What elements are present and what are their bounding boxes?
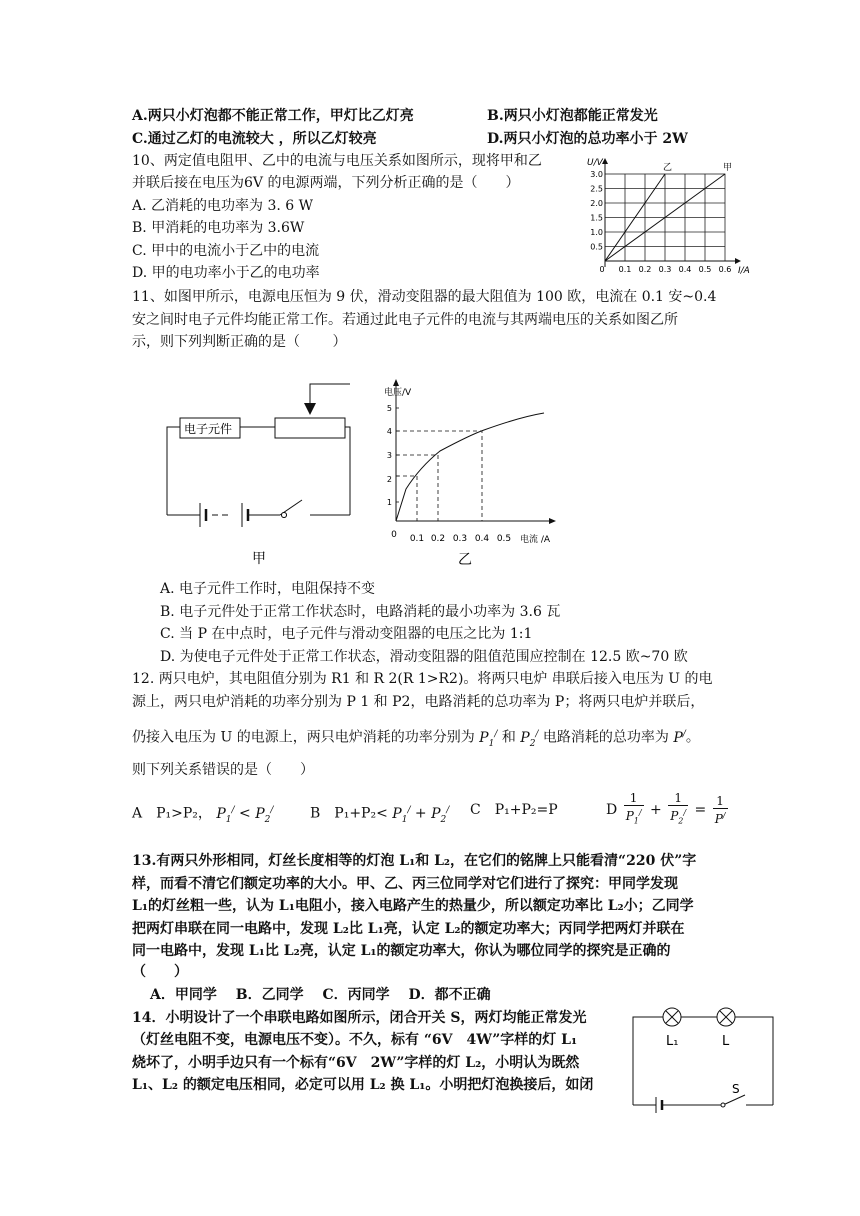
q11-stem-line3: 示，则下列判断正确的是（ ） [132,334,347,350]
q9-option-c: C.通过乙灯的电流较大 ，所以乙灯较亮 [132,131,377,147]
q11-option-b: B. 电子元件处于正常工作状态时，电路消耗的最小功率为 3.6 瓦 [160,604,561,620]
q11-ytick: 4 [386,427,392,436]
q11-xlabel: 电流 /A [520,535,551,545]
q10-option-b: B. 甲消耗的电功率为 3.6W [132,220,305,236]
q11-option-a: A. 电子元件工作时，电阻保持不变 [160,581,376,597]
q10-option-c: C. 甲中的电流小于乙中的电流 [132,243,320,259]
q12-stem-line3: 仍接入电压为 U 的电源上，两只电炉消耗的功率分别为 $P_1^/$ 和 $P_2^/$ 电路消耗的总功率为 P/。 [132,729,700,749]
q10-ytick: 1.0 [590,228,603,237]
q11-ytick: 3 [386,451,392,460]
q13-stem-line4: 把两灯串联在同一电路中，发现 L₂比 L₁亮，认定 L₂的额定功率大；丙同学把两灯并联在 [132,921,685,937]
q11-xtick: 0.4 [474,534,490,544]
q11-option-c: C. 当 P 在中点时，电子元件与滑动变阻器的电压之比为 1:1 [160,626,533,642]
q12-stem-line3-and: 和 [501,729,516,746]
q10-xtick: 0.1 [618,265,632,274]
q12-stem-line3-text: 仍接入电压为 U 的电源上，两只电炉消耗的功率分别为 [132,729,475,746]
q14-circuit-diagram [628,1005,778,1115]
q11-xtick: 0.5 [496,534,512,544]
q10-xtick: 0.3 [658,265,672,274]
q12-stem-line4: 则下列关系错误的是（ ） [132,762,314,778]
q10-label-yi: 乙 [663,163,673,173]
q13-stem-line3: L₁的灯丝粗一些，认为 L₁电阻小，接入电路产生的热量少，所以额定功率比 L₂小；乙同学 [132,898,694,914]
slider-arrow-icon [304,403,316,415]
q10-option-d: D. 甲的电功率小于乙的电功率 [132,265,320,281]
q14-stem-line1: 14．小明设计了一个串联电路如图所示，闭合开关 S，两灯均能正常发光 [132,1010,587,1026]
q11-ytick: 2 [386,475,392,484]
q10-stem-line1: 10、两定值电阻甲、乙中的电流与电压关系如图所示，现将甲和乙 [132,153,542,169]
q10-uv-graph [585,155,760,275]
q10-xtick: 0.6 [718,265,732,274]
q13-stem-line6: （ ） [132,964,188,980]
q10-xtick: 0.5 [698,265,712,274]
q14-label-l1: L₁ [666,1034,679,1049]
q14-label-s: S [732,1082,740,1096]
q12-option-c: C P₁+P₂=P [470,802,558,818]
q9-option-b: B.两只小灯泡都能正常发光 [487,108,658,124]
q12-option-a-text: A P₁>P₂， [132,805,212,822]
q10-ytick: 0.5 [590,242,603,252]
q13-options: A．甲同学 B．乙同学 C．丙同学 D．都不正确 [150,987,491,1003]
q11-stem-line1: 11、如图甲所示，电源电压恒为 9 伏，滑动变阻器的最大阻值为 100 欧，电流在 0.1 安~0.4 [132,289,717,305]
q9-option-a: A.两只小灯泡都不能正常工作，甲灯比乙灯亮 [132,108,414,124]
q11-component-label: 电子元件 [184,422,233,436]
q12-stem-line1: 12. 两只电炉，其电阻值分别为 R1 和 R 2(R 1>R2)。将两只电炉 串联后接入电压为 U 的电 [132,671,713,687]
q10-label-jia: 甲 [723,163,733,173]
q11-stem-line2: 安之间时电子元件均能正常工作。若通过此电子元件的电流与其两端电压的关系如图乙所 [132,312,678,328]
q11-xtick: 0.1 [409,534,425,544]
q12-stem-line2: 源上，两只电炉消耗的功率分别为 P 1 和 P2，电路消耗的总功率为 P；将两只电炉并联后， [132,694,705,710]
q11-ytick: 5 [386,404,392,413]
q11-caption-jia: 甲 [252,551,266,565]
p1-prime: $P_1^/$ [479,729,498,749]
q14-stem-line2: （灯丝电阻不变，电源电压不变）。不久，标有 “6V 4W”字样的灯 L₁ [132,1032,578,1048]
q11-xtick: 0.3 [452,534,468,544]
q11-iv-curve [396,413,544,521]
q10-ytick: 1.5 [590,213,603,223]
rheostat-box [275,418,345,438]
q12-option-b-text: B P₁+P₂< [310,805,388,822]
p-prime: P/ [673,729,686,746]
q10-ylabel: U/V [587,158,603,168]
q11-xtick: 0.2 [430,534,446,544]
q12-option-d-text: D [606,802,618,818]
p2-prime: $P_2^/$ [520,729,539,749]
q10-xtick: 0.2 [638,265,652,274]
q11-xtick: 0 [391,530,397,540]
q11-ytick: 1 [386,498,392,507]
q13-stem-line1: 13.有两只外形相同，灯丝长度相等的灯泡 L₁和 L₂，在它们的铭牌上只能看清“220 伏”字 [132,853,697,869]
q14-stem-line3: 烧坏了，小明手边只有一个标有“6V 2W”字样的灯 L₂，小明认为既然 [132,1055,580,1071]
q11-ylabel: 电压/V [384,388,412,398]
q11-option-d: D. 为使电子元件处于正常工作状态，滑动变阻器的阻值范围应控制在 12.5 欧~70 欧 [160,649,688,665]
q10-ytick: 2.5 [590,184,603,194]
q11-iv-graph [380,375,565,570]
q10-xlabel: I/A [738,266,750,275]
q12-option-b: B $P_1+P_2< P_1^/ + P_2^/$ [310,805,450,825]
q14-switch-lever [723,1095,745,1105]
q10-ytick: 3.0 [590,170,603,179]
q13-stem-line2: 样，而看不清它们额定功率的大小。甲、乙、丙三位同学对它们进行了探究：甲同学发现 [132,876,678,892]
q10-option-a: A. 乙消耗的电功率为 3. 6 W [132,198,314,214]
q10-ytick: 2.0 [590,199,603,208]
q11-circuit-diagram [160,375,360,565]
q14-stem-line4: L₁、L₂ 的额定电压相同，必定可以用 L₂ 换 L₁。小明把灯泡换接后，如闭 [132,1077,594,1093]
q14-label-l: L [722,1034,730,1049]
q12-option-d: D $\frac{1}{P_1^/}$ + $\frac{1}{P_2^/}$ = $\frac{1}{P^/}$ [606,791,726,826]
q10-stem-line2: 并联后接在电压为6V 的电源两端，下列分析正确的是（ ） [132,175,520,191]
q11-caption-yi: 乙 [458,552,472,568]
q12-stem-line3-total: 电路消耗的总功率为 [542,729,669,746]
q10-xtick: 0 [599,265,605,274]
q9-option-d: D.两只小灯泡的总功率小于 2W [487,131,688,147]
q12-option-a: A P₁>P₂， $P_1^/ < P_2^/$ [132,805,274,825]
q13-stem-line5: 同一电路中，发现 L₁比 L₂亮，认定 L₁的额定功率大，你认为哪位同学的探究是正确的 [132,943,671,959]
q10-xtick: 0.4 [678,265,692,274]
